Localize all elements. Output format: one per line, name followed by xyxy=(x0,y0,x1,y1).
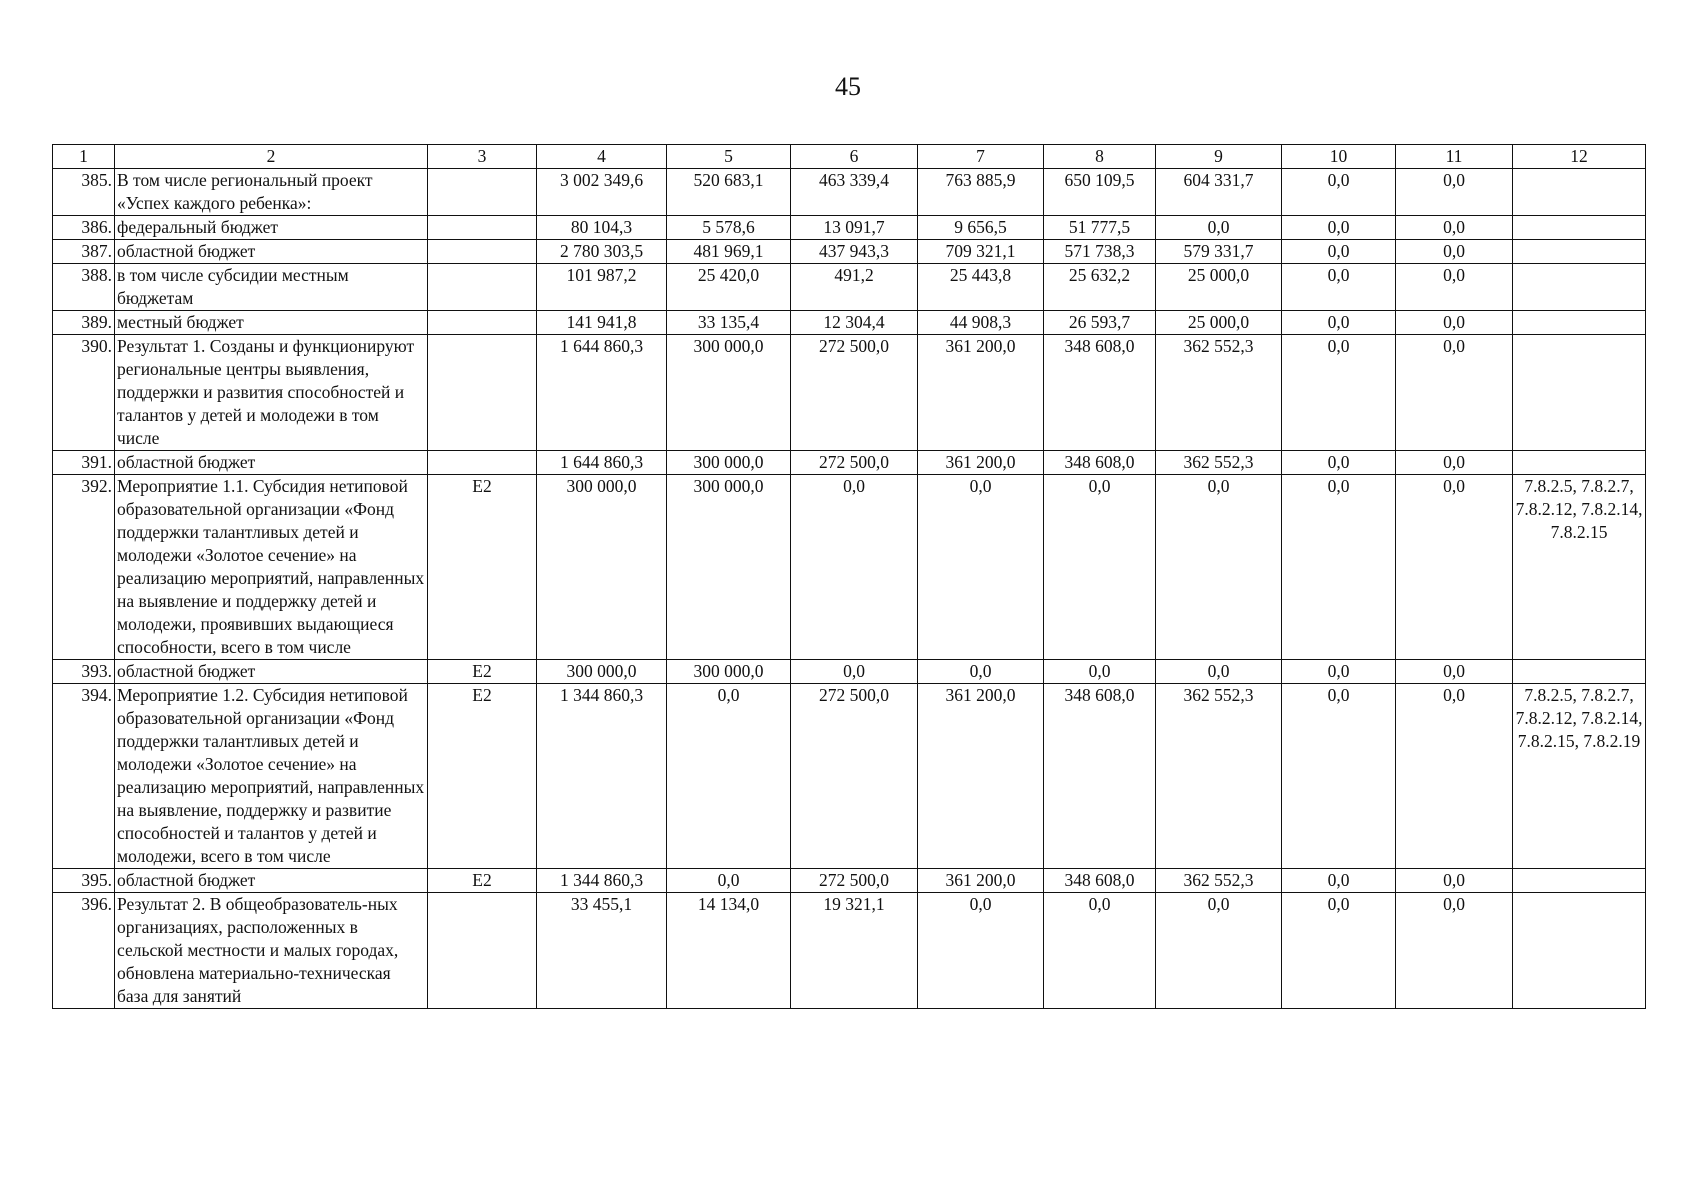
row-code xyxy=(428,311,537,335)
row-number: 390. xyxy=(53,335,115,451)
row-references xyxy=(1513,264,1646,311)
row-code xyxy=(428,451,537,475)
row-description: Мероприятие 1.2. Субсидия нетиповой образовательной организации «Фонд поддержки талантливых детей и молодежи «Золотое сечение» на реализацию мероприятий, направленных на выявление, поддержку и развитие способностей и талантов у детей и молодежи, всего в том числе xyxy=(115,684,428,869)
value-col-10: 0,0 xyxy=(1282,869,1396,893)
value-col-5: 0,0 xyxy=(667,869,791,893)
row-references xyxy=(1513,335,1646,451)
value-col-4: 1 344 860,3 xyxy=(537,869,667,893)
row-description: Мероприятие 1.1. Субсидия нетиповой образовательной организации «Фонд поддержки талантливых детей и молодежи «Золотое сечение» на реализацию мероприятий, направленных на выявление и поддержку детей и молодежи, проявивших выдающиеся способности, всего в том числе xyxy=(115,475,428,660)
value-col-5: 0,0 xyxy=(667,684,791,869)
value-col-5: 300 000,0 xyxy=(667,475,791,660)
row-references: 7.8.2.5, 7.8.2.7, 7.8.2.12, 7.8.2.14, 7.8.2.15 xyxy=(1513,475,1646,660)
table-row xyxy=(53,684,1646,869)
value-col-7: 763 885,9 xyxy=(918,169,1044,216)
value-col-5: 25 420,0 xyxy=(667,264,791,311)
value-col-9: 362 552,3 xyxy=(1156,451,1282,475)
row-references xyxy=(1513,660,1646,684)
table-row xyxy=(53,660,1646,684)
value-col-9: 604 331,7 xyxy=(1156,169,1282,216)
value-col-8: 0,0 xyxy=(1044,660,1156,684)
value-col-11: 0,0 xyxy=(1396,240,1513,264)
value-col-11: 0,0 xyxy=(1396,451,1513,475)
row-code: Е2 xyxy=(428,684,537,869)
value-col-10: 0,0 xyxy=(1282,451,1396,475)
value-col-4: 300 000,0 xyxy=(537,475,667,660)
value-col-7: 44 908,3 xyxy=(918,311,1044,335)
value-col-8: 571 738,3 xyxy=(1044,240,1156,264)
value-col-9: 362 552,3 xyxy=(1156,335,1282,451)
row-code xyxy=(428,335,537,451)
row-code xyxy=(428,216,537,240)
header-cell-5: 5 xyxy=(667,145,791,169)
value-col-11: 0,0 xyxy=(1396,216,1513,240)
row-code: Е2 xyxy=(428,869,537,893)
row-references xyxy=(1513,869,1646,893)
row-code xyxy=(428,240,537,264)
value-col-8: 0,0 xyxy=(1044,893,1156,1009)
value-col-6: 272 500,0 xyxy=(791,684,918,869)
header-cell-9: 9 xyxy=(1156,145,1282,169)
table-row xyxy=(53,869,1646,893)
row-code xyxy=(428,893,537,1009)
row-number: 388. xyxy=(53,264,115,311)
value-col-11: 0,0 xyxy=(1396,311,1513,335)
value-col-5: 300 000,0 xyxy=(667,335,791,451)
header-row xyxy=(53,145,1646,169)
value-col-4: 33 455,1 xyxy=(537,893,667,1009)
value-col-11: 0,0 xyxy=(1396,169,1513,216)
value-col-11: 0,0 xyxy=(1396,660,1513,684)
value-col-8: 25 632,2 xyxy=(1044,264,1156,311)
header-cell-12: 12 xyxy=(1513,145,1646,169)
value-col-10: 0,0 xyxy=(1282,216,1396,240)
value-col-8: 0,0 xyxy=(1044,475,1156,660)
row-description: Результат 2. В общеобразователь-ных организациях, расположенных в сельской местности и малых городах, обновлена материально-техническая база для занятий xyxy=(115,893,428,1009)
value-col-11: 0,0 xyxy=(1396,475,1513,660)
value-col-5: 520 683,1 xyxy=(667,169,791,216)
row-code xyxy=(428,264,537,311)
row-number: 385. xyxy=(53,169,115,216)
header-cell-2: 2 xyxy=(115,145,428,169)
row-number: 389. xyxy=(53,311,115,335)
value-col-11: 0,0 xyxy=(1396,893,1513,1009)
value-col-4: 1 644 860,3 xyxy=(537,451,667,475)
row-references xyxy=(1513,311,1646,335)
table-row xyxy=(53,475,1646,660)
value-col-8: 51 777,5 xyxy=(1044,216,1156,240)
row-number: 387. xyxy=(53,240,115,264)
budget-table xyxy=(52,144,1646,1009)
header-cell-11: 11 xyxy=(1396,145,1513,169)
value-col-7: 361 200,0 xyxy=(918,869,1044,893)
value-col-11: 0,0 xyxy=(1396,264,1513,311)
value-col-6: 0,0 xyxy=(791,660,918,684)
value-col-10: 0,0 xyxy=(1282,335,1396,451)
value-col-10: 0,0 xyxy=(1282,684,1396,869)
row-description: В том числе региональный проект «Успех каждого ребенка»: xyxy=(115,169,428,216)
value-col-4: 80 104,3 xyxy=(537,216,667,240)
value-col-11: 0,0 xyxy=(1396,684,1513,869)
header-cell-10: 10 xyxy=(1282,145,1396,169)
row-number: 386. xyxy=(53,216,115,240)
value-col-6: 13 091,7 xyxy=(791,216,918,240)
value-col-9: 362 552,3 xyxy=(1156,869,1282,893)
value-col-11: 0,0 xyxy=(1396,869,1513,893)
value-col-9: 362 552,3 xyxy=(1156,684,1282,869)
row-description: областной бюджет xyxy=(115,240,428,264)
value-col-5: 300 000,0 xyxy=(667,451,791,475)
table-row xyxy=(53,264,1646,311)
value-col-9: 0,0 xyxy=(1156,475,1282,660)
value-col-5: 300 000,0 xyxy=(667,660,791,684)
value-col-4: 141 941,8 xyxy=(537,311,667,335)
table-row xyxy=(53,893,1646,1009)
value-col-5: 481 969,1 xyxy=(667,240,791,264)
table-row xyxy=(53,311,1646,335)
row-description: Результат 1. Созданы и функционируют региональные центры выявления, поддержки и развития способностей и талантов у детей и молодежи в том числе xyxy=(115,335,428,451)
row-description: областной бюджет xyxy=(115,869,428,893)
table-row xyxy=(53,240,1646,264)
table-row xyxy=(53,169,1646,216)
value-col-5: 14 134,0 xyxy=(667,893,791,1009)
value-col-6: 272 500,0 xyxy=(791,451,918,475)
row-references xyxy=(1513,240,1646,264)
value-col-8: 348 608,0 xyxy=(1044,451,1156,475)
value-col-10: 0,0 xyxy=(1282,660,1396,684)
header-cell-1: 1 xyxy=(53,145,115,169)
value-col-7: 361 200,0 xyxy=(918,335,1044,451)
row-description: областной бюджет xyxy=(115,451,428,475)
row-code: Е2 xyxy=(428,660,537,684)
row-references xyxy=(1513,893,1646,1009)
value-col-9: 25 000,0 xyxy=(1156,264,1282,311)
value-col-5: 33 135,4 xyxy=(667,311,791,335)
value-col-7: 709 321,1 xyxy=(918,240,1044,264)
value-col-6: 437 943,3 xyxy=(791,240,918,264)
value-col-9: 25 000,0 xyxy=(1156,311,1282,335)
row-number: 395. xyxy=(53,869,115,893)
value-col-4: 101 987,2 xyxy=(537,264,667,311)
value-col-7: 25 443,8 xyxy=(918,264,1044,311)
table-row xyxy=(53,335,1646,451)
value-col-10: 0,0 xyxy=(1282,169,1396,216)
row-references: 7.8.2.5, 7.8.2.7, 7.8.2.12, 7.8.2.14, 7.8.2.15, 7.8.2.19 xyxy=(1513,684,1646,869)
row-code: Е2 xyxy=(428,475,537,660)
value-col-8: 348 608,0 xyxy=(1044,869,1156,893)
header-cell-4: 4 xyxy=(537,145,667,169)
value-col-4: 2 780 303,5 xyxy=(537,240,667,264)
table-header xyxy=(53,145,1646,169)
header-cell-3: 3 xyxy=(428,145,537,169)
value-col-7: 361 200,0 xyxy=(918,684,1044,869)
table-row xyxy=(53,216,1646,240)
row-description: в том числе субсидии местным бюджетам xyxy=(115,264,428,311)
page-number: 45 xyxy=(835,72,861,101)
value-col-4: 1 644 860,3 xyxy=(537,335,667,451)
row-description: местный бюджет xyxy=(115,311,428,335)
row-number: 393. xyxy=(53,660,115,684)
value-col-6: 19 321,1 xyxy=(791,893,918,1009)
value-col-6: 491,2 xyxy=(791,264,918,311)
value-col-9: 0,0 xyxy=(1156,660,1282,684)
table-row xyxy=(53,451,1646,475)
value-col-11: 0,0 xyxy=(1396,335,1513,451)
value-col-7: 0,0 xyxy=(918,475,1044,660)
header-cell-8: 8 xyxy=(1044,145,1156,169)
row-description: областной бюджет xyxy=(115,660,428,684)
row-code xyxy=(428,169,537,216)
value-col-8: 348 608,0 xyxy=(1044,335,1156,451)
header-cell-7: 7 xyxy=(918,145,1044,169)
row-references xyxy=(1513,169,1646,216)
value-col-8: 650 109,5 xyxy=(1044,169,1156,216)
value-col-9: 0,0 xyxy=(1156,893,1282,1009)
value-col-10: 0,0 xyxy=(1282,240,1396,264)
row-references xyxy=(1513,216,1646,240)
value-col-7: 9 656,5 xyxy=(918,216,1044,240)
value-col-8: 348 608,0 xyxy=(1044,684,1156,869)
header-cell-6: 6 xyxy=(791,145,918,169)
row-number: 392. xyxy=(53,475,115,660)
value-col-10: 0,0 xyxy=(1282,893,1396,1009)
value-col-6: 0,0 xyxy=(791,475,918,660)
row-references xyxy=(1513,451,1646,475)
value-col-6: 463 339,4 xyxy=(791,169,918,216)
value-col-4: 1 344 860,3 xyxy=(537,684,667,869)
value-col-6: 272 500,0 xyxy=(791,869,918,893)
value-col-9: 0,0 xyxy=(1156,216,1282,240)
row-number: 394. xyxy=(53,684,115,869)
value-col-4: 300 000,0 xyxy=(537,660,667,684)
value-col-5: 5 578,6 xyxy=(667,216,791,240)
value-col-10: 0,0 xyxy=(1282,311,1396,335)
value-col-10: 0,0 xyxy=(1282,475,1396,660)
value-col-9: 579 331,7 xyxy=(1156,240,1282,264)
row-number: 396. xyxy=(53,893,115,1009)
value-col-6: 272 500,0 xyxy=(791,335,918,451)
row-description: федеральный бюджет xyxy=(115,216,428,240)
value-col-8: 26 593,7 xyxy=(1044,311,1156,335)
value-col-10: 0,0 xyxy=(1282,264,1396,311)
value-col-4: 3 002 349,6 xyxy=(537,169,667,216)
value-col-7: 0,0 xyxy=(918,893,1044,1009)
value-col-7: 0,0 xyxy=(918,660,1044,684)
value-col-6: 12 304,4 xyxy=(791,311,918,335)
value-col-7: 361 200,0 xyxy=(918,451,1044,475)
row-number: 391. xyxy=(53,451,115,475)
